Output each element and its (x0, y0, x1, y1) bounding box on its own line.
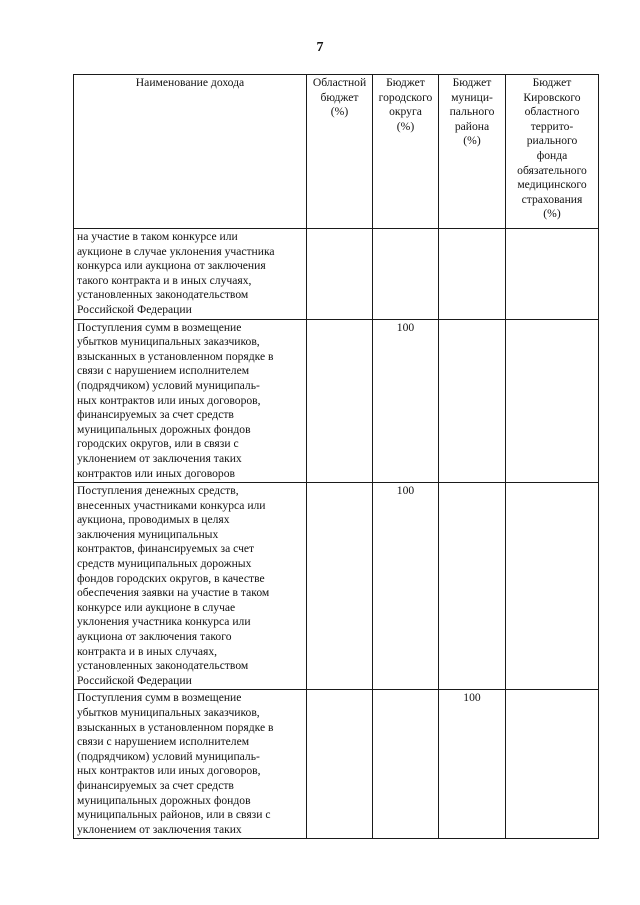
municipal-district-budget-value (439, 483, 506, 690)
revenue-name-cell (74, 229, 307, 320)
text-line: такого контракта и в иных случаях, (77, 273, 252, 287)
header-city-district-budget (373, 75, 439, 229)
text-line: муниципальных дорожных фондов (77, 422, 251, 436)
text-line: финансируемых за счет средств (77, 778, 234, 792)
text-line: Бюджет (386, 76, 425, 89)
text-line: контракта и в иных случаях, (77, 644, 218, 658)
header-regional-budget (307, 75, 373, 229)
revenue-name-cell (74, 319, 307, 483)
health-insurance-fund-value (506, 483, 599, 690)
municipal-district-budget-value (439, 319, 506, 483)
text-line: Российской Федерации (77, 302, 192, 316)
text-line: пального (449, 105, 495, 119)
text-line: Поступления денежных средств, (77, 484, 239, 498)
text-line: (%) (543, 207, 561, 221)
text-line: Российской Федерации (77, 673, 192, 687)
text-line: муници- (451, 90, 493, 104)
regional-budget-value (307, 690, 373, 839)
text-line: округа (389, 105, 422, 119)
text-line: Поступления сумм в возмещение (77, 320, 242, 334)
regional-budget-value (307, 483, 373, 690)
text-line: контрактов, финансируемых за счет (77, 542, 255, 556)
text-line: конкурса или аукциона от заключения (77, 259, 266, 273)
text-line: убытков муниципальных заказчиков, (77, 706, 260, 719)
text-line: связи с нарушением исполнителем (77, 735, 250, 749)
text-line: заключения муниципальных (77, 527, 219, 541)
table-row (74, 690, 599, 839)
text-line: Поступления сумм в возмещение (77, 691, 242, 705)
text-line: аукционе в случае уклонения участника (77, 244, 275, 258)
text-line: муниципальных районов, или в связи с (77, 808, 271, 822)
text-line: на участие в таком конкурсе или (77, 230, 238, 243)
text-line: страхования (521, 192, 583, 206)
text-line: медицинского (517, 178, 587, 192)
header-municipal-district-budget (439, 75, 506, 229)
text-line: (подрядчиком) условий муниципаль- (77, 378, 260, 392)
text-line: (%) (330, 105, 349, 119)
health-insurance-fund-value (506, 690, 599, 839)
text-line: бюджет (320, 90, 359, 104)
table-row (74, 229, 599, 320)
text-line: аукциона от заключения такого (77, 630, 232, 644)
text-line: установленных законодательством (77, 659, 249, 673)
city-district-budget-value (373, 229, 439, 320)
text-line: средств муниципальных дорожных (77, 557, 252, 571)
text-line: аукциона, проводимых в целях (77, 513, 230, 527)
text-line: уклонением от заключения таких (77, 451, 242, 465)
text-line: внесенных участниками конкурса или (77, 498, 266, 512)
regional-budget-value (307, 229, 373, 320)
text-line: Наименование дохода (135, 76, 245, 89)
text-line: взысканных в установленном порядке в (77, 349, 274, 363)
table-row (74, 319, 599, 483)
city-district-budget-value: 100 (373, 483, 439, 690)
text-line: конкурсе или аукционе в случае (77, 600, 236, 614)
header-health-insurance-fund-budget (506, 75, 599, 229)
text-line: финансируемых за счет средств (77, 408, 234, 422)
municipal-district-budget-value: 100 (439, 690, 506, 839)
revenue-name-cell (74, 483, 307, 690)
text-line: связи с нарушением исполнителем (77, 364, 250, 378)
text-line: областного (524, 105, 580, 119)
revenue-name-cell (74, 690, 307, 839)
health-insurance-fund-value (506, 229, 599, 320)
text-line: уклонением от заключения таких (77, 822, 242, 836)
text-line: (%) (463, 134, 481, 148)
table-header-row (74, 75, 599, 229)
text-line: (%) (396, 119, 415, 133)
text-line: ных контрактов или иных договоров, (77, 393, 261, 407)
text-line: Бюджет (532, 76, 572, 89)
text-line: городского (378, 90, 433, 104)
text-line: муниципальных дорожных фондов (77, 793, 251, 807)
municipal-district-budget-value (439, 229, 506, 320)
text-line: установленных законодательством (77, 288, 249, 302)
text-line: убытков муниципальных заказчиков, (77, 335, 260, 349)
city-district-budget-value (373, 690, 439, 839)
city-district-budget-value: 100 (373, 319, 439, 483)
revenue-distribution-table (73, 74, 599, 839)
text-line: обязательного (517, 163, 587, 177)
text-line: Бюджет (452, 76, 492, 89)
text-line: риального (526, 134, 578, 148)
header-revenue-name (74, 75, 307, 229)
text-line: фондов городских округов, в качестве (77, 571, 265, 585)
text-line: городских округов, или в связи с (77, 437, 239, 451)
text-line: Кировского (523, 90, 581, 104)
text-line: обеспечения заявки на участие в таком (77, 586, 270, 600)
text-line: контрактов или иных договоров (77, 466, 235, 480)
table-row (74, 483, 599, 690)
health-insurance-fund-value (506, 319, 599, 483)
regional-budget-value (307, 319, 373, 483)
text-line: (подрядчиком) условий муниципаль- (77, 749, 260, 763)
text-line: уклонения участника конкурса или (77, 615, 251, 629)
text-line: Областной (312, 76, 367, 89)
page-number: 7 (316, 40, 324, 55)
text-line: ных контрактов или иных договоров, (77, 764, 261, 778)
text-line: фонда (536, 148, 568, 162)
text-line: взысканных в установленном порядке в (77, 720, 274, 734)
text-line: района (454, 119, 490, 133)
text-line: террито- (530, 119, 574, 133)
